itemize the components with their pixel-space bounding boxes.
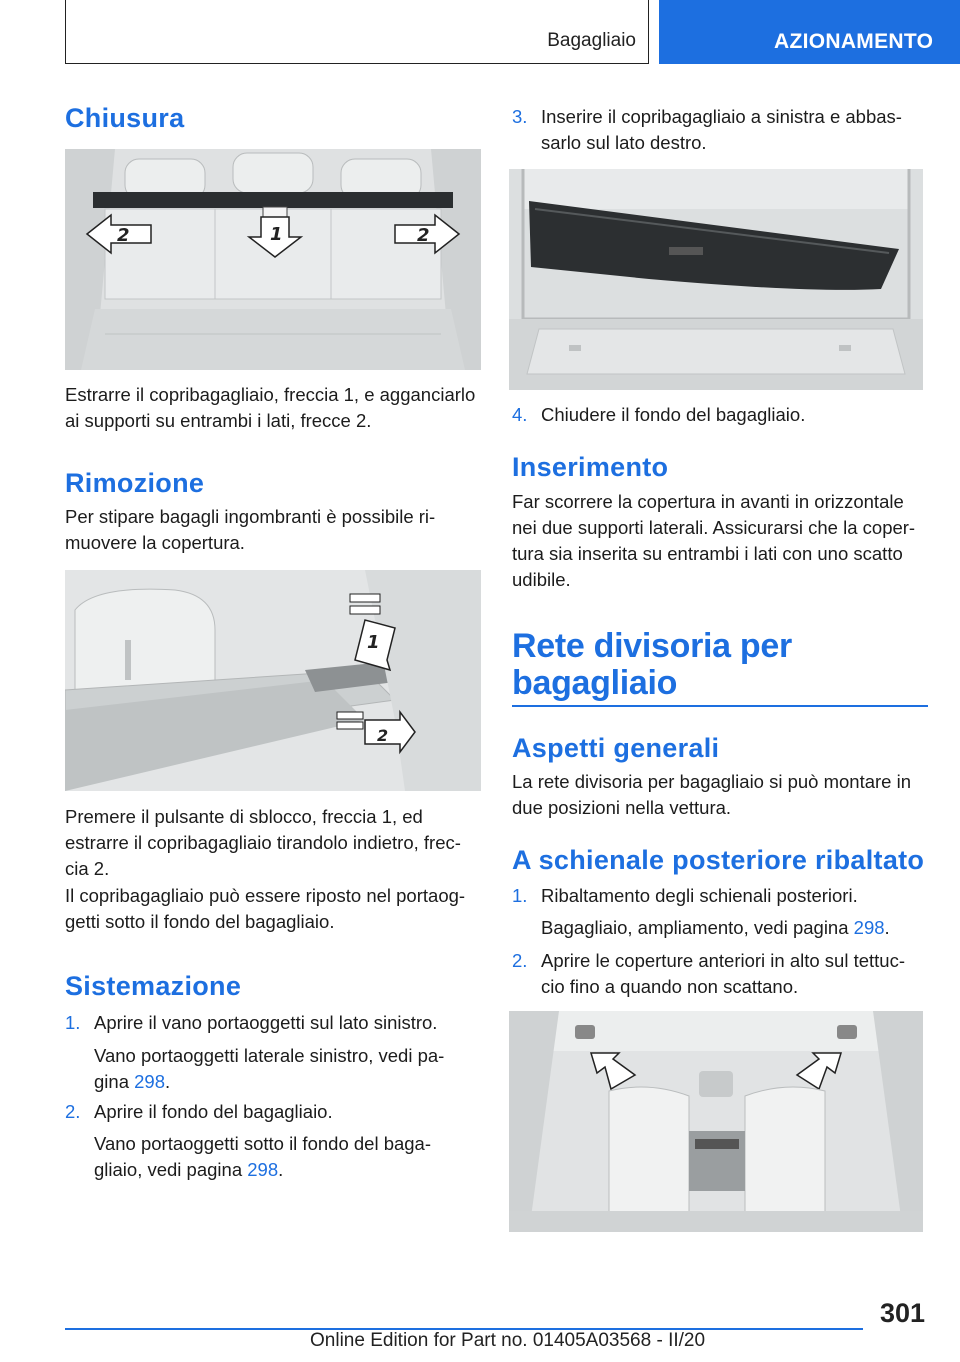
heading-rete-divisoria: Rete divisoria per bagagliaio xyxy=(512,627,792,702)
section-title: Bagagliaio xyxy=(547,30,636,51)
step-text: Inserire il copribagagliaio a sinistra e abbas- sarlo sul lato destro. xyxy=(541,106,902,153)
figure-cover-extend xyxy=(65,149,481,370)
figure-cover-stowed xyxy=(509,169,923,390)
figure-net-mounting xyxy=(509,1011,923,1232)
chapter-tab: AZIONAMENTO xyxy=(659,0,960,64)
footer-edition: Online Edition for Part no. 01405A03568 - II/20 xyxy=(310,1330,706,1351)
step-text: Aprire le coperture anteriori in alto sul tettuc- cio fino a quando non scattano. xyxy=(541,950,906,997)
text-riposto: Il copribagagliaio può essere riposto nel portaog- getti sotto il fondo del bagagliaio. xyxy=(65,885,466,932)
fig1-label-2-right: 2 xyxy=(417,225,430,246)
heading-schienale: A schienale posteriore ribaltato xyxy=(512,845,925,875)
text-inserimento: Far scorrere la copertura in avanti in orizzontale nei due supporti laterali. Assicurarsi che la coper- tura sia inserita su entrambi i lati con uno scatto udibile. xyxy=(512,491,916,590)
text-rimozione: Per stipare bagagli ingombranti è possibile ri- muovere la copertura. xyxy=(65,506,436,553)
step-number: 2. xyxy=(512,950,528,971)
step-reference: Vano portaoggetti laterale sinistro, vedi pa- gina 298. xyxy=(94,1045,445,1092)
step-number: 1. xyxy=(512,885,528,906)
figure-cover-release xyxy=(65,570,481,791)
heading-chiusura: Chiusura xyxy=(65,103,185,133)
page-link-298[interactable]: 298 xyxy=(247,1159,279,1180)
text-aspetti: La rete divisoria per bagagliaio si può montare in due posizioni nella vettura. xyxy=(512,771,912,818)
text-premere: Premere il pulsante di sblocco, freccia 1, ed estrarre il copribagagliaio tirandolo indietro, frec- cia 2. xyxy=(65,806,461,879)
step-number: 2. xyxy=(65,1101,81,1122)
page-link-298[interactable]: 298 xyxy=(134,1071,165,1092)
page-link-298[interactable]: 298 xyxy=(853,917,885,938)
heading-aspetti-generali: Aspetti generali xyxy=(512,733,720,763)
fig1-label-1: 1 xyxy=(270,224,283,245)
step-text: Aprire il vano portaoggetti sul lato sinistro. xyxy=(94,1012,438,1033)
step-text: Aprire il fondo del bagagliaio. xyxy=(94,1101,333,1122)
step-number: 4. xyxy=(512,404,528,425)
step-reference: Bagagliaio, ampliamento, vedi pagina 298. xyxy=(541,917,890,938)
fig1-label-2-left: 2 xyxy=(117,225,130,246)
heading-sistemazione: Sistemazione xyxy=(65,971,242,1001)
heading-rule xyxy=(512,705,928,707)
step-text: Chiudere il fondo del bagagliaio. xyxy=(541,404,806,425)
step-text: Ribaltamento degli schienali posteriori. xyxy=(541,885,858,906)
fig2-label-1: 1 xyxy=(367,632,380,653)
step-number: 1. xyxy=(65,1012,81,1033)
text-chiusura: Estrarre il copribagagliaio, freccia 1, e agganciarlo ai supporti su entrambi i lati, frecce 2. xyxy=(65,384,476,431)
page-number: 301 xyxy=(879,1298,925,1328)
heading-rimozione: Rimozione xyxy=(65,468,205,498)
step-number: 3. xyxy=(512,106,528,127)
heading-inserimento: Inserimento xyxy=(512,452,669,482)
fig2-label-2: 2 xyxy=(377,726,389,745)
step-reference: Vano portaoggetti sotto il fondo del baga- gliaio, vedi pagina 298. xyxy=(94,1133,432,1180)
